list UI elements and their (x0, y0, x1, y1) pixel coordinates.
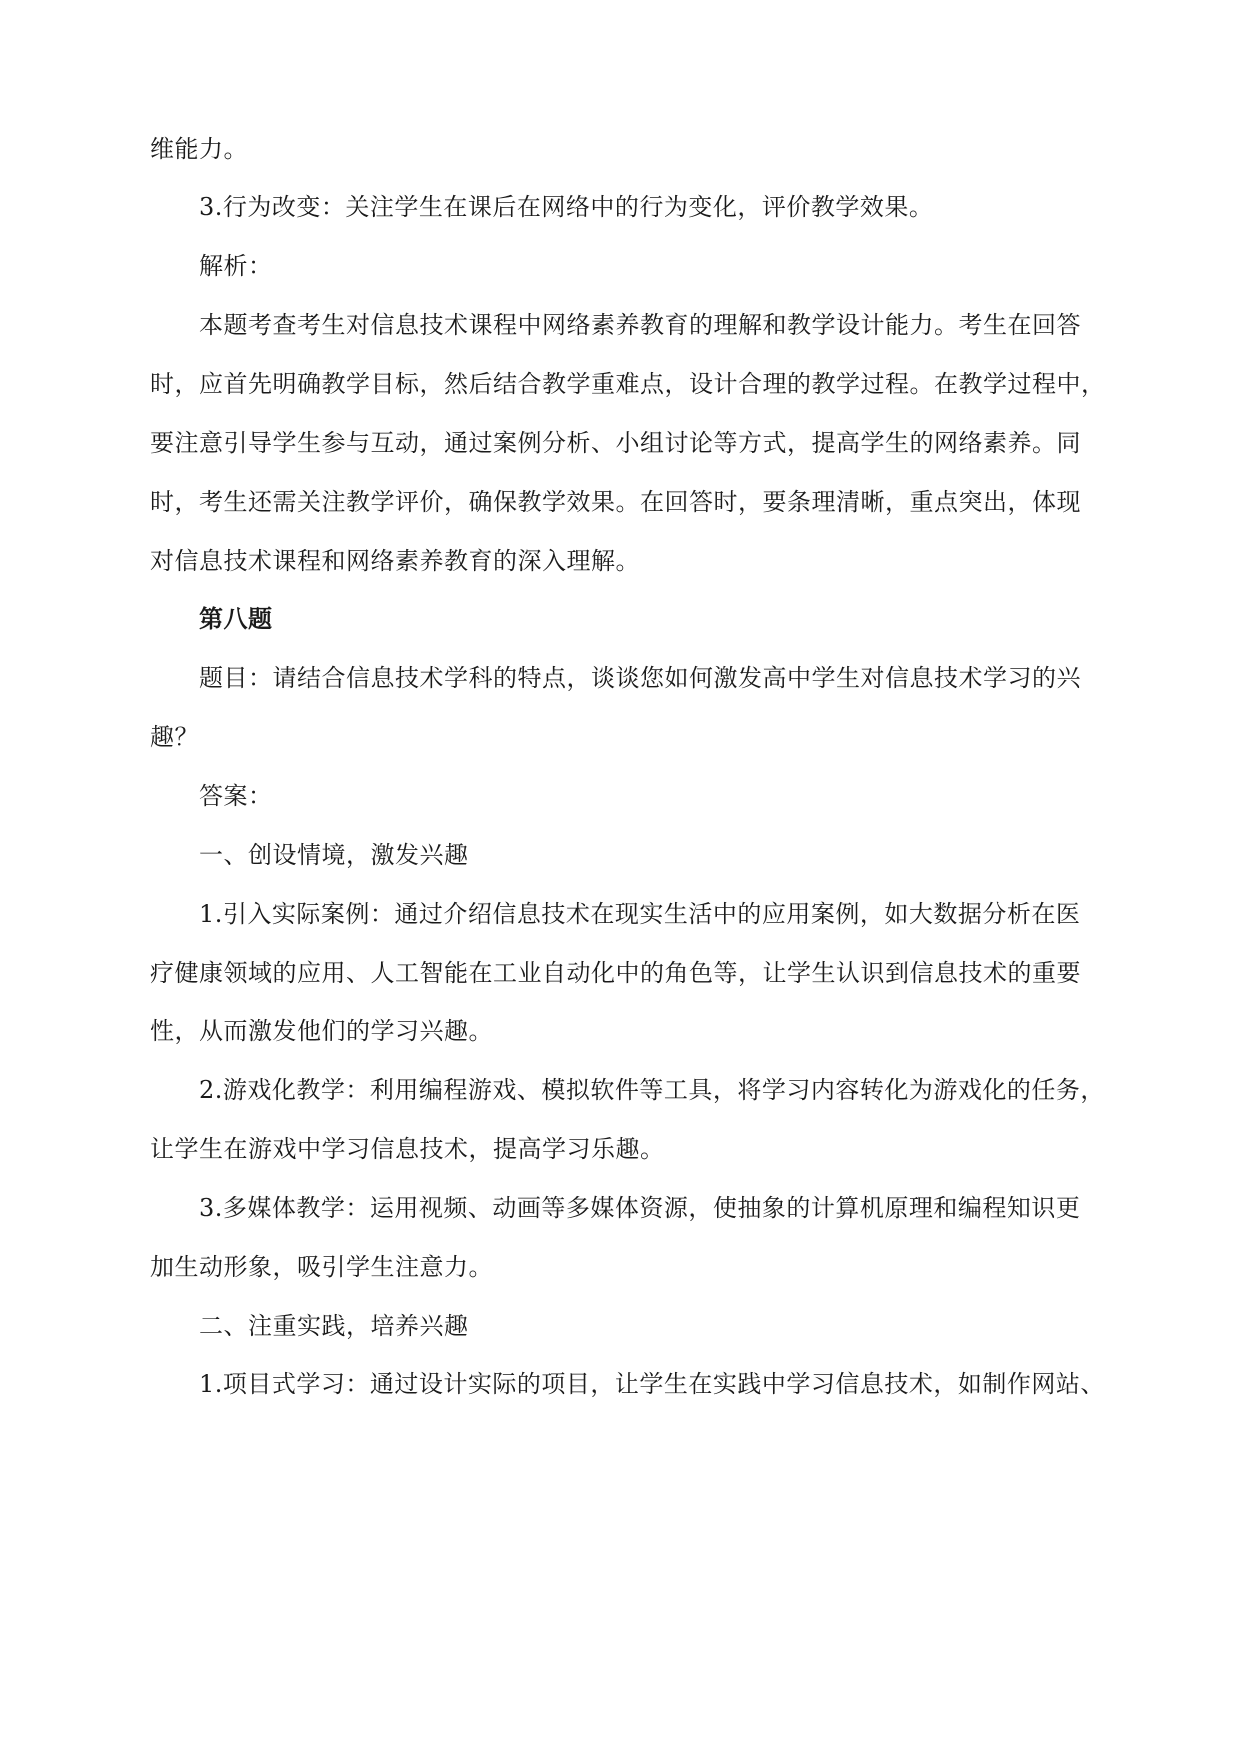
list-item-line: 性，从而激发他们的学习兴趣。 (150, 1017, 493, 1045)
paragraph-line: 时，应首先明确教学目标，然后结合教学重难点，设计合理的教学过程。在教学过程中， (150, 370, 1106, 398)
question-line: 题目：请结合信息技术学科的特点，谈谈您如何激发高中学生对信息技术学习的兴 (199, 664, 1081, 692)
list-item-line: 3.多媒体教学：运用视频、动画等多媒体资源，使抽象的计算机原理和编程知识更 (199, 1194, 1081, 1222)
text-line: 3.行为改变：关注学生在课后在网络中的行为变化，评价教学效果。 (199, 193, 934, 221)
list-item-line: 1.项目式学习：通过设计实际的项目，让学生在实践中学习信息技术，如制作网站、 (199, 1370, 1105, 1398)
paragraph-line: 本题考查考生对信息技术课程中网络素养教育的理解和教学设计能力。考生在回答 (199, 311, 1081, 339)
list-item-line: 加生动形象，吸引学生注意力。 (150, 1253, 493, 1281)
subheading: 一、创设情境，激发兴趣 (199, 841, 469, 869)
answer-label: 答案： (199, 782, 273, 810)
text-line: 解析： (199, 252, 273, 280)
paragraph-line: 对信息技术课程和网络素养教育的深入理解。 (150, 547, 640, 575)
list-item-line: 疗健康领域的应用、人工智能在工业自动化中的角色等，让学生认识到信息技术的重要 (150, 959, 1081, 987)
paragraph-line: 时，考生还需关注教学评价，确保教学效果。在回答时，要条理清晰，重点突出，体现 (150, 488, 1081, 516)
list-item-line: 让学生在游戏中学习信息技术，提高学习乐趣。 (150, 1135, 665, 1163)
subheading: 二、注重实践，培养兴趣 (199, 1312, 469, 1340)
text-line: 维能力。 (150, 135, 248, 163)
paragraph-line: 要注意引导学生参与互动，通过案例分析、小组讨论等方式，提高学生的网络素养。同 (150, 429, 1081, 457)
section-heading: 第八题 (199, 604, 273, 633)
question-line: 趣？ (150, 723, 199, 751)
list-item-line: 1.引入实际案例：通过介绍信息技术在现实生活中的应用案例，如大数据分析在医 (199, 900, 1081, 928)
list-item-line: 2.游戏化教学：利用编程游戏、模拟软件等工具，将学习内容转化为游戏化的任务， (199, 1076, 1105, 1104)
